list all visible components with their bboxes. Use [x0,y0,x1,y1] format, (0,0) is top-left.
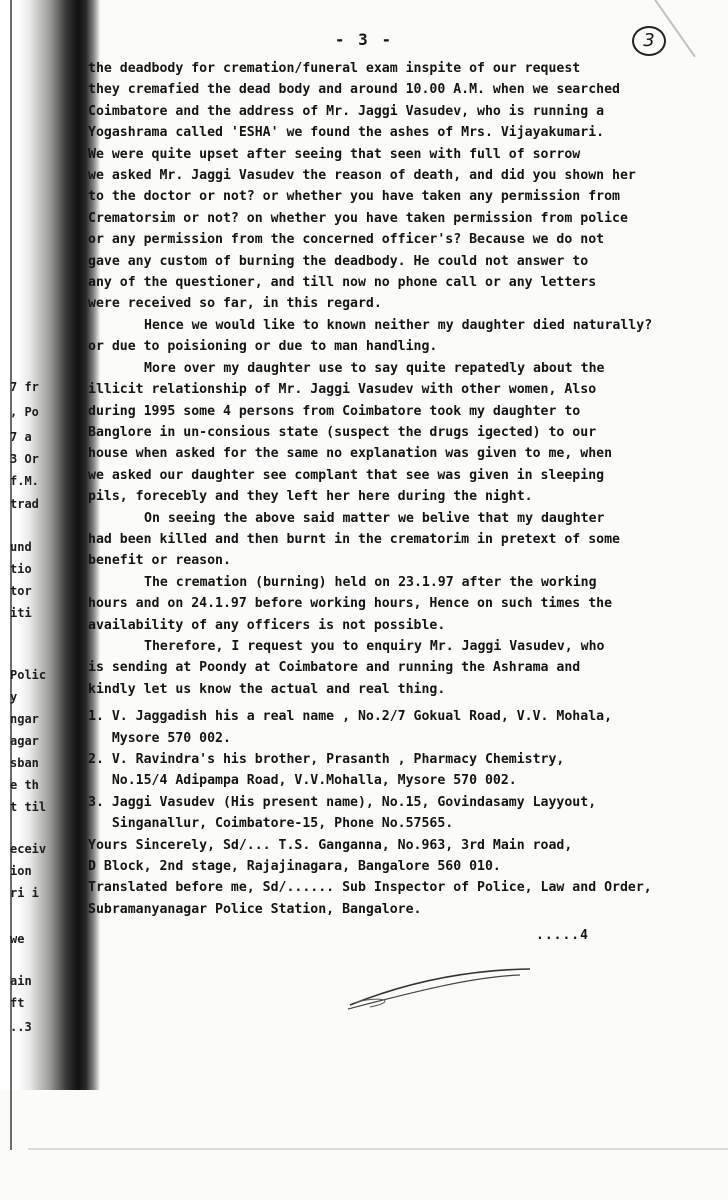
paragraph-4 [88,508,708,572]
text-line: benefit or reason. [88,553,231,569]
address-list [88,706,708,834]
text-line: The cremation (burning) held on 23.1.97 after the working [144,574,597,590]
page-bottom-edge [28,1148,728,1150]
list-item: No.15/4 Adipampa Road, V.V.Mohalla, Mysore 570 002. [88,773,517,789]
margin-fragment: we [10,932,25,946]
list-item: 3. Jaggi Vasudev (His present name), No.15, Govindasamy Layyout, [88,794,597,810]
text-line: Therefore, I request you to enquiry Mr. Jaggi Vasudev, who [144,638,605,654]
paragraph-6 [88,636,708,700]
text-line: to the doctor or not? or whether you have taken any permission from [88,189,620,205]
text-line: had been killed and then burnt in the crematorim in pretext of some [88,531,620,547]
margin-fragment: trad [10,497,39,511]
text-line: we asked our daughter see complant that see was given in sleeping [88,467,605,483]
text-line: availability of any officers is not possible. [88,617,446,633]
text-line: More over my daughter use to say quite repatedly about the [144,360,605,376]
letter-body [88,58,708,920]
text-line: is sending at Poondy at Coimbatore and running the Ashrama and [88,660,581,676]
page-number: - 3 - [334,30,394,49]
text-line: house when asked for the same no explanation was given to me, when [88,446,613,462]
text-line: Hence we would like to known neither my daughter died naturally? [144,317,653,333]
text-line: gave any custom of burning the deadbody. He could not answer to [88,253,589,269]
text-line: Coimbatore and the address of Mr. Jaggi Vasudev, who is running a [88,103,605,119]
margin-fragment: t til [10,800,47,814]
margin-fragment: und [10,540,32,554]
text-line: On seeing the above said matter we belive that my daughter [144,510,605,526]
text-line: pils, forecebly and they left her here during the night. [88,489,533,505]
closing-line: Yours Sincerely, Sd/... T.S. Ganganna, No.963, 3rd Main road, [88,837,573,853]
text-line: Yogashrama called 'ESHA' we found the ashes of Mrs. Vijayakumari. [88,125,605,141]
closing-line: Subramanyanagar Police Station, Bangalore. [88,901,422,917]
margin-fragment: ain [10,974,32,988]
text-line: kindly let us know the actual and real thing. [88,681,446,697]
text-line: Crematorsim or not? on whether you have taken permission from police [88,210,628,226]
margin-fragment: f.M. [10,474,39,488]
margin-fragment: ..3 [10,1020,32,1034]
text-line: during 1995 some 4 persons from Coimbatore took my daughter to [88,403,581,419]
text-line: We were quite upset after seeing that seen with full of sorrow [88,146,581,162]
margin-fragment: y [10,690,18,704]
list-item: 2. V. Ravindra's his brother, Prasanth , Pharmacy Chemistry, [88,752,565,767]
text-line: the deadbody for cremation/funeral exam inspite of our request [88,61,581,76]
text-line: any of the questioner, and till now no phone call or any letters [88,275,597,291]
margin-fragment: 7 a [10,430,32,444]
circled-page-stamp: 3 [632,26,666,56]
margin-fragments [10,0,70,1050]
text-line: they cremafied the dead body and around 10.00 A.M. when we searched [88,82,620,98]
margin-fragment: sban [10,756,39,770]
margin-fragment: agar [10,734,39,748]
text-line: or due to poisioning or due to man handling. [88,339,438,355]
paragraph-3 [88,358,708,508]
margin-fragment: Polic [10,668,47,682]
text-line: Banglore in un-consious state (suspect the drugs igected) to our [88,424,597,440]
margin-fragment: tor [10,584,32,598]
text-line: hours and on 24.1.97 before working hours, Hence on such times the [88,596,613,612]
text-line: we asked Mr. Jaggi Vasudev the reason of death, and did you shown her [88,168,636,184]
text-line: or any permission from the concerned officer's? Because we do not [88,232,605,248]
margin-fragment: ngar [10,712,39,726]
text-line: were received so far, in this regard. [88,296,382,312]
list-item: Mysore 570 002. [88,730,231,746]
margin-fragment: iti [10,606,32,620]
closing-line: Translated before me, Sd/...... Sub Inspector of Police, Law and Order, [88,880,652,896]
continued-marker: .....4 [536,928,589,943]
text-line: illicit relationship of Mr. Jaggi Vasudev with other women, Also [88,382,597,398]
margin-fragment: ft [10,996,25,1010]
margin-fragment: ri i [10,886,39,900]
margin-fragment: eceiv [10,842,47,856]
paragraph-1 [88,58,708,315]
margin-fragment: , Po [10,405,39,419]
list-item: Singanallur, Coimbatore-15, Phone No.57565. [88,816,454,832]
paragraph-2 [88,315,708,358]
list-item: 1. V. Jaggadish his a real name , No.2/7 Gokual Road, V.V. Mohala, [88,709,613,725]
margin-fragment: 3 Or [10,452,39,466]
signature-scribble [340,965,540,1025]
margin-fragment: tio [10,562,32,576]
closing-block [88,835,708,921]
margin-fragment: ion [10,864,32,878]
closing-line: D Block, 2nd stage, Rajajinagara, Bangalore 560 010. [88,859,501,875]
paragraph-5 [88,572,708,636]
margin-fragment: e th [10,778,39,792]
margin-fragment: 7 fr [10,380,39,394]
